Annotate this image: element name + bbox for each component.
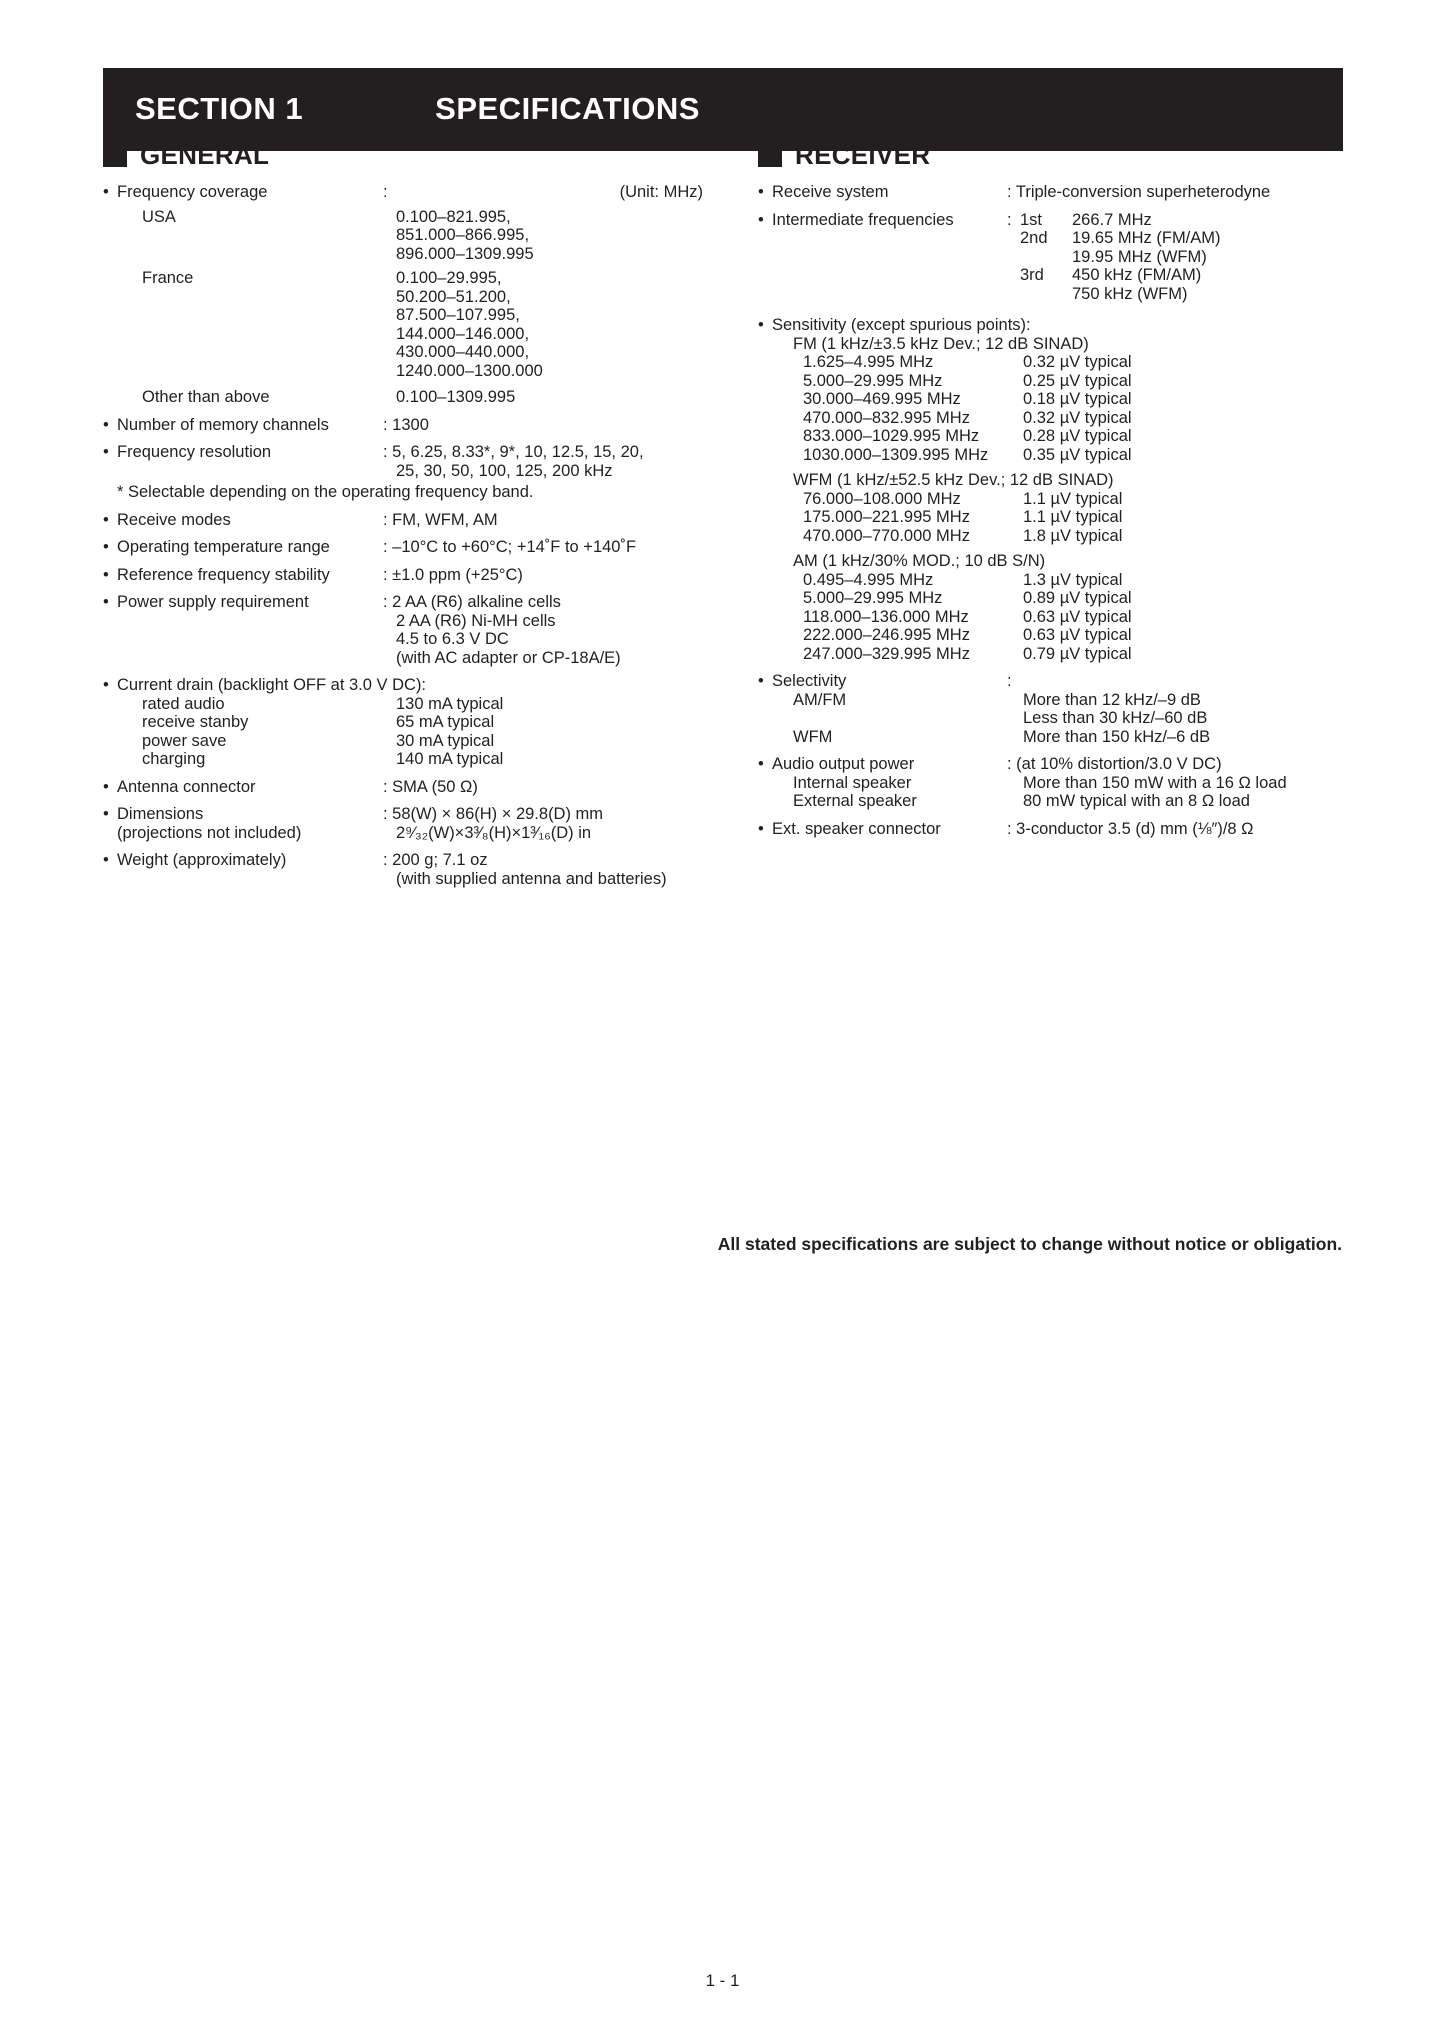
spec-value: : FM, WFM, AM — [383, 510, 498, 529]
sensitivity-row — [758, 608, 1350, 627]
sensitivity-row — [758, 527, 1350, 546]
range-line: 851.000–866.995, — [396, 226, 530, 244]
if-value: 750 kHz (WFM) — [1072, 284, 1188, 303]
spec-value: : 3-conductor 3.5 (d) mm (⅛″)/8 Ω — [1007, 819, 1254, 838]
sensitivity-group-header: WFM (1 kHz/±52.5 kHz Dev.; 12 dB SINAD) — [793, 471, 1114, 489]
spec-label: Intermediate frequencies — [772, 210, 954, 229]
current-drain-row — [103, 713, 703, 732]
freq-range: 5.000–29.995 MHz — [803, 589, 943, 607]
label-line: Dimensions — [117, 805, 204, 823]
spec-value: : (at 10% distortion/3.0 V DC) — [1007, 755, 1222, 773]
value-line: 4.5 to 6.3 V DC — [396, 630, 509, 648]
bullet-icon: • — [103, 510, 109, 529]
spec-label: Sensitivity (except spurious points): — [772, 316, 1031, 334]
sensitivity-row — [758, 427, 1350, 446]
colon: : — [1007, 210, 1012, 229]
freq-range: 175.000–221.995 MHz — [803, 508, 970, 526]
freq-range: 5.000–29.995 MHz — [803, 371, 943, 390]
spec-item-receive-system — [758, 183, 1350, 202]
value-line: 25, 30, 50, 100, 125, 200 kHz — [396, 461, 613, 480]
value-line: : 200 g; 7.1 oz — [383, 851, 488, 869]
spec-value: : Triple-conversion superheterodyne — [1007, 183, 1271, 201]
value-line: : 5, 6.25, 8.33*, 9*, 10, 12.5, 15, 20, — [383, 443, 644, 461]
sensitivity-row — [758, 490, 1350, 509]
range-line: 0.100–1309.995 — [396, 388, 516, 406]
spec-label: Current drain (backlight OFF at 3.0 V DC): — [117, 676, 427, 694]
range-line: 50.200–51.200, — [396, 287, 511, 306]
bullet-icon: • — [103, 565, 109, 584]
value-line: 2 AA (R6) Ni-MH cells — [396, 611, 556, 630]
spec-value — [383, 183, 703, 202]
value-line: : 58(W) × 86(H) × 29.8(D) mm — [383, 805, 604, 823]
spec-value — [383, 593, 703, 667]
freq-range: 470.000–770.000 MHz — [803, 526, 970, 545]
sensitivity-row — [758, 645, 1350, 664]
freq-region-other — [103, 388, 703, 407]
spec-value — [1007, 211, 1350, 304]
range-line: 87.500–107.995, — [396, 306, 520, 324]
freq-range: 222.000–246.995 MHz — [803, 626, 970, 644]
audio-output-row — [758, 792, 1350, 811]
audio-value: More than 150 mW with a 16 Ω load — [1023, 773, 1287, 792]
specifications-change-note: All stated specifications are subject to change without notice or obligation. — [717, 1234, 1342, 1254]
sensitivity-row — [758, 372, 1350, 391]
selectivity-row — [758, 691, 1350, 710]
heading-square-icon — [758, 143, 782, 167]
spec-item-dimensions — [103, 805, 703, 842]
spec-item-power-supply — [103, 593, 703, 667]
value-line: 2⁹⁄₃₂(W)×3³⁄₈(H)×1³⁄₁₆(D) in — [396, 823, 592, 842]
spec-value — [383, 851, 703, 888]
spec-value — [383, 805, 703, 842]
sensitivity-value: 0.25 µV typical — [1023, 371, 1132, 390]
if-row — [1007, 248, 1350, 267]
spec-label: Ext. speaker connector — [772, 819, 941, 838]
spec-label: Weight (approximately) — [117, 851, 287, 869]
colon: : — [383, 183, 388, 201]
if-row — [1007, 285, 1350, 304]
bullet-icon: • — [103, 593, 109, 611]
sensitivity-value: 0.89 µV typical — [1023, 589, 1132, 607]
general-column — [103, 142, 703, 888]
bullet-icon: • — [103, 676, 109, 694]
current-drain-row — [103, 732, 703, 751]
page-number: 1 - 1 — [705, 1971, 740, 1990]
spec-value: : SMA (50 Ω) — [383, 777, 478, 796]
bullet-icon: • — [758, 672, 764, 690]
range-line: 1240.000–1300.000 — [396, 361, 543, 380]
region-name: Other than above — [142, 388, 270, 406]
colon — [1007, 266, 1020, 285]
range-line: 896.000–1309.995 — [396, 244, 534, 263]
sensitivity-row — [758, 409, 1350, 428]
drain-mode: rated audio — [142, 694, 225, 713]
spec-item-receive-modes — [103, 511, 703, 530]
unit-note: (Unit: MHz) — [619, 183, 703, 201]
bullet-icon: • — [758, 316, 764, 334]
spec-label: Frequency resolution — [117, 443, 272, 461]
drain-value: 130 mA typical — [396, 694, 504, 713]
sensitivity-group-header: AM (1 kHz/30% MOD.; 10 dB S/N) — [793, 552, 1046, 570]
sensitivity-value: 0.63 µV typical — [1023, 626, 1132, 644]
spec-label: Receive system — [772, 183, 889, 201]
sensitivity-group-header: FM (1 kHz/±3.5 kHz Dev.; 12 dB SINAD) — [793, 334, 1089, 353]
drain-mode: receive stanby — [142, 713, 249, 731]
selectivity-value: More than 150 kHz/–6 dB — [1023, 727, 1211, 746]
bullet-icon: • — [103, 415, 109, 434]
audio-value: 80 mW typical with an 8 Ω load — [1023, 792, 1250, 810]
spec-item-operating-temperature — [103, 538, 703, 557]
if-row — [1007, 211, 1350, 230]
freq-range: 1030.000–1309.995 MHz — [803, 445, 989, 464]
sensitivity-value: 0.79 µV typical — [1023, 644, 1132, 663]
value-line: : 2 AA (R6) alkaline cells — [383, 593, 561, 611]
spec-value: : 1300 — [383, 415, 429, 434]
colon — [1007, 285, 1020, 304]
freq-range: 118.000–136.000 MHz — [803, 607, 969, 626]
spec-label: Reference frequency stability — [117, 565, 330, 584]
mode-name: AM/FM — [793, 690, 847, 709]
drain-value: 65 mA typical — [396, 713, 495, 731]
spec-item-selectivity — [758, 672, 1350, 691]
audio-output-row — [758, 774, 1350, 793]
value-line: (with AC adapter or CP-18A/E) — [396, 648, 621, 667]
spec-item-current-drain — [103, 676, 703, 695]
bullet-icon: • — [758, 210, 764, 229]
region-name: USA — [142, 207, 176, 226]
general-heading-label: GENERAL — [140, 140, 270, 170]
spec-label: Selectivity — [772, 672, 847, 690]
selectivity-value: Less than 30 kHz/–60 dB — [1023, 709, 1208, 727]
sensitivity-row — [758, 571, 1350, 590]
bullet-icon: • — [103, 443, 109, 461]
spec-value — [383, 443, 703, 480]
spec-item-frequency-coverage — [103, 183, 703, 202]
sensitivity-value: 0.63 µV typical — [1023, 607, 1132, 626]
if-row — [1007, 229, 1350, 248]
if-value: 450 kHz (FM/AM) — [1072, 266, 1202, 284]
drain-value: 140 mA typical — [396, 750, 504, 768]
sensitivity-row — [758, 589, 1350, 608]
current-drain-row — [103, 695, 703, 714]
if-order — [1020, 285, 1072, 304]
bullet-icon: • — [758, 819, 764, 838]
sensitivity-value: 1.8 µV typical — [1023, 526, 1123, 545]
range-line: 144.000–146.000, — [396, 324, 530, 343]
if-order: 2nd — [1020, 229, 1048, 247]
freq-range: 30.000–469.995 MHz — [803, 390, 961, 408]
sensitivity-row — [758, 446, 1350, 465]
sensitivity-value: 0.32 µV typical — [1023, 353, 1132, 371]
freq-region-france — [103, 269, 703, 380]
spec-label: Power supply requirement — [117, 593, 309, 611]
bullet-icon: • — [103, 183, 109, 201]
if-order: 1st — [1020, 210, 1043, 229]
mode-name: WFM — [793, 727, 833, 746]
region-name: France — [142, 269, 194, 287]
if-order: 3rd — [1020, 266, 1044, 284]
region-ranges — [383, 269, 703, 380]
range-line: 0.100–821.995, — [396, 207, 511, 226]
spec-item-reference-stability — [103, 566, 703, 585]
region-ranges — [383, 208, 703, 264]
heading-square-icon — [103, 143, 127, 167]
spec-item-intermediate-frequencies — [758, 211, 1350, 304]
bullet-icon: • — [103, 777, 109, 796]
colon: : — [1007, 672, 1012, 690]
spec-item-sensitivity — [758, 316, 1350, 335]
colon — [1007, 229, 1020, 248]
bullet-icon: • — [103, 805, 109, 823]
sensitivity-row — [758, 390, 1350, 409]
spec-label: Frequency coverage — [117, 183, 268, 201]
sensitivity-row — [758, 626, 1350, 645]
selectivity-row — [758, 709, 1350, 728]
sensitivity-value: 0.18 µV typical — [1023, 390, 1132, 408]
sensitivity-value: 1.1 µV typical — [1023, 489, 1123, 508]
spec-label — [117, 805, 383, 842]
spec-item-ext-speaker — [758, 820, 1350, 839]
label-line: (projections not included) — [117, 823, 302, 842]
if-row — [1007, 266, 1350, 285]
resolution-footnote: * Selectable depending on the operating frequency band. — [117, 483, 534, 501]
freq-range: 1.625–4.995 MHz — [803, 353, 934, 371]
drain-mode: power save — [142, 731, 227, 750]
spec-item-memory-channels — [103, 416, 703, 435]
sensitivity-value: 0.32 µV typical — [1023, 408, 1132, 427]
drain-value: 30 mA typical — [396, 731, 495, 750]
bullet-icon: • — [103, 538, 109, 556]
page-title: SPECIFICATIONS — [435, 91, 700, 127]
region-ranges — [383, 388, 703, 407]
current-drain-row — [103, 750, 703, 769]
bullet-icon: • — [758, 755, 764, 773]
spec-value: : –10°C to +60°C; +14˚F to +140˚F — [383, 538, 637, 556]
spec-item-antenna-connector — [103, 778, 703, 797]
if-value: 266.7 MHz — [1072, 210, 1152, 229]
selectivity-value: More than 12 kHz/–9 dB — [1023, 690, 1201, 709]
sensitivity-row — [758, 353, 1350, 372]
spec-item-frequency-resolution — [103, 443, 703, 480]
speaker-name: Internal speaker — [793, 773, 912, 792]
if-value: 19.65 MHz (FM/AM) — [1072, 229, 1221, 247]
spec-item-audio-output — [758, 755, 1350, 774]
spec-label: Audio output power — [772, 755, 915, 773]
spec-value: : ±1.0 ppm (+25°C) — [383, 565, 523, 584]
selectivity-row — [758, 728, 1350, 747]
range-line: 0.100–29.995, — [396, 269, 502, 287]
spec-label: Number of memory channels — [117, 415, 329, 434]
value-line: (with supplied antenna and batteries) — [396, 869, 667, 888]
mode-name — [793, 709, 1023, 728]
sensitivity-row — [758, 508, 1350, 527]
spec-label: Receive modes — [117, 510, 231, 529]
freq-region-usa — [103, 208, 703, 264]
sensitivity-value: 1.3 µV typical — [1023, 570, 1123, 589]
sensitivity-value: 1.1 µV typical — [1023, 508, 1123, 526]
drain-mode: charging — [142, 750, 206, 768]
range-line: 430.000–440.000, — [396, 343, 530, 361]
section-number: SECTION 1 — [135, 91, 304, 127]
receiver-heading-label: RECEIVER — [795, 140, 931, 170]
sensitivity-value: 0.28 µV typical — [1023, 427, 1132, 445]
bullet-icon: • — [758, 183, 764, 201]
section-header-bar — [103, 68, 1343, 151]
spec-label: Operating temperature range — [117, 538, 330, 556]
spec-item-weight — [103, 851, 703, 888]
if-value: 19.95 MHz (WFM) — [1072, 247, 1207, 266]
bullet-icon: • — [103, 851, 109, 869]
freq-range: 470.000–832.995 MHz — [803, 408, 970, 427]
speaker-name: External speaker — [793, 792, 917, 810]
receiver-heading — [758, 142, 1350, 168]
general-heading — [103, 142, 703, 168]
spec-label: Antenna connector — [117, 777, 256, 796]
freq-range: 76.000–108.000 MHz — [803, 489, 961, 508]
freq-range: 247.000–329.995 MHz — [803, 644, 970, 663]
if-order — [1020, 248, 1072, 267]
receiver-column — [758, 142, 1350, 838]
colon — [1007, 248, 1020, 267]
sensitivity-value: 0.35 µV typical — [1023, 445, 1132, 464]
freq-range: 833.000–1029.995 MHz — [803, 427, 980, 445]
freq-range: 0.495–4.995 MHz — [803, 570, 934, 589]
